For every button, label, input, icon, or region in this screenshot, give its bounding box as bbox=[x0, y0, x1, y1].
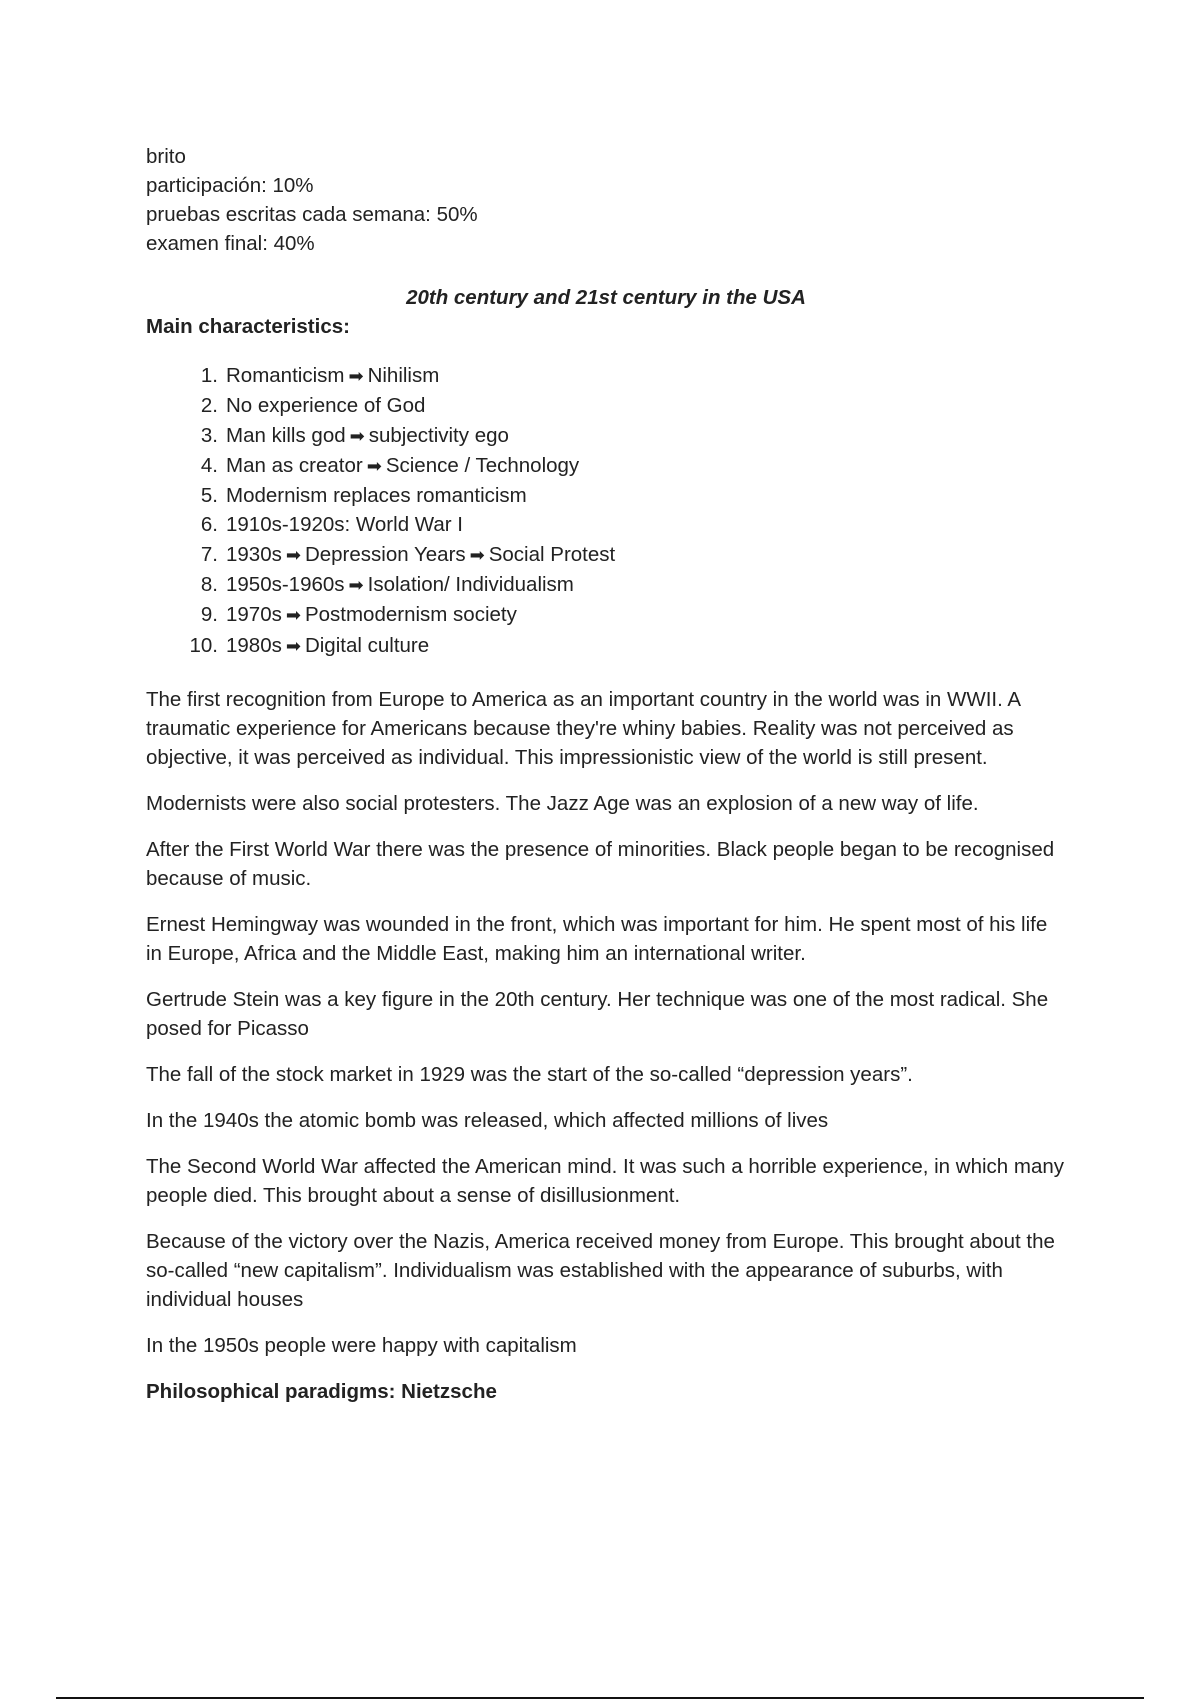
list-item-part: No experience of God bbox=[226, 394, 426, 418]
list-item-text bbox=[218, 540, 615, 570]
list-item-part: Postmodernism society bbox=[304, 603, 517, 627]
list-item-number: 4. bbox=[200, 453, 218, 477]
list-item-part: Isolation/ Individualism bbox=[367, 573, 574, 597]
header-line-author: brito bbox=[146, 145, 186, 168]
list-item-text bbox=[218, 451, 579, 481]
right-arrow-icon: ➡ bbox=[348, 575, 364, 596]
list-item-number: 1. bbox=[200, 364, 218, 387]
right-arrow-icon: ➡ bbox=[366, 455, 382, 476]
right-arrow-icon: ➡ bbox=[285, 605, 301, 626]
list-item-text bbox=[218, 421, 509, 451]
document-page bbox=[146, 142, 1066, 1406]
body-paragraph: The first recognition from Europe to America as an important country in the world was in WWII. A traumatic experience for Americans because they're whiny babies. Reality was not perceived as objective, it was perceived as individual. This impressionistic view of the world is still present. bbox=[146, 687, 1020, 769]
list-item-part: 1930s bbox=[226, 542, 282, 566]
list-item-part: 1950s-1960s bbox=[226, 573, 345, 597]
list-item-text bbox=[218, 600, 517, 630]
list-item-part: Science / Technology bbox=[385, 453, 580, 477]
list-item-part: Man as creator bbox=[226, 453, 363, 477]
body-paragraph: After the First World War there was the presence of minorities. Black people began to be recognised because of music. bbox=[146, 837, 1055, 890]
main-characteristics-heading: Main characteristics: bbox=[146, 315, 350, 338]
philosophical-paradigms-heading: Philosophical paradigms: Nietzsche bbox=[146, 1379, 497, 1403]
body-paragraph: Gertrude Stein was a key figure in the 20th century. Her technique was one of the most radical. She posed for Picasso bbox=[146, 987, 1049, 1040]
list-item-number: 7. bbox=[200, 542, 218, 566]
body-paragraph: In the 1940s the atomic bomb was released, which affected millions of lives bbox=[146, 1108, 829, 1132]
list-item-part: Digital culture bbox=[304, 633, 430, 657]
main-characteristics-list bbox=[146, 361, 1066, 661]
list-item-number: 8. bbox=[200, 573, 218, 597]
list-item bbox=[146, 600, 1066, 630]
document-title: 20th century and 21st century in the USA bbox=[406, 286, 806, 309]
list-item-part: subjectivity ego bbox=[368, 423, 509, 447]
list-item-text bbox=[218, 631, 429, 661]
list-item-text bbox=[218, 391, 425, 420]
list-item-number: 2. bbox=[200, 394, 218, 418]
list-item-number: 5. bbox=[200, 484, 218, 508]
right-arrow-icon: ➡ bbox=[469, 544, 485, 565]
list-item-part: Man kills god bbox=[226, 423, 346, 447]
list-item-number: 3. bbox=[200, 423, 218, 447]
list-item-part: Depression Years bbox=[304, 542, 466, 566]
list-item-part: 1980s bbox=[226, 633, 282, 657]
list-item bbox=[146, 540, 1066, 570]
list-item-part: Nihilism bbox=[367, 364, 440, 387]
list-item-text bbox=[218, 510, 463, 539]
body-paragraphs bbox=[146, 685, 1066, 1360]
header-block bbox=[146, 142, 1066, 258]
list-item-part: Modernism replaces romanticism bbox=[226, 484, 527, 508]
list-item-number: 10. bbox=[189, 633, 218, 657]
list-item bbox=[146, 510, 1066, 539]
right-arrow-icon: ➡ bbox=[349, 425, 365, 446]
list-item bbox=[146, 421, 1066, 451]
list-item-part: Social Protest bbox=[488, 542, 616, 566]
list-item bbox=[146, 391, 1066, 420]
footer-divider bbox=[56, 1697, 1144, 1699]
right-arrow-icon: ➡ bbox=[348, 366, 364, 386]
list-item-number: 9. bbox=[200, 603, 218, 627]
body-paragraph: The fall of the stock market in 1929 was the start of the so-called “depression years”. bbox=[146, 1062, 913, 1086]
list-item-part: 1910s-1920s: World War I bbox=[226, 513, 463, 537]
header-line-participation: participación: 10% bbox=[146, 174, 314, 197]
right-arrow-icon: ➡ bbox=[285, 635, 301, 656]
body-paragraph: The Second World War affected the American mind. It was such a horrible experience, in which many people died. This brought about a sense of disillusionment. bbox=[146, 1154, 1065, 1207]
list-item bbox=[146, 570, 1066, 600]
list-item-part: 1970s bbox=[226, 603, 282, 627]
list-item-text bbox=[218, 570, 574, 600]
body-paragraph: Because of the victory over the Nazis, America received money from Europe. This brought about the so-called “new capitalism”. Individualism was established with the appearance of suburbs, with individual houses bbox=[146, 1229, 1055, 1311]
list-item-text bbox=[218, 361, 439, 391]
list-item bbox=[146, 631, 1066, 661]
body-paragraph: Modernists were also social protesters. The Jazz Age was an explosion of a new way of life. bbox=[146, 791, 979, 815]
list-item bbox=[146, 481, 1066, 510]
list-item-number: 6. bbox=[200, 513, 218, 537]
list-item-text bbox=[218, 481, 527, 510]
list-item-part: Romanticism bbox=[226, 364, 345, 387]
body-paragraph: Ernest Hemingway was wounded in the front, which was important for him. He spent most of his life in Europe, Africa and the Middle East, making him an international writer. bbox=[146, 912, 1048, 965]
list-item bbox=[146, 361, 1066, 391]
list-item bbox=[146, 451, 1066, 481]
header-line-weekly-tests: pruebas escritas cada semana: 50% bbox=[146, 203, 478, 226]
right-arrow-icon: ➡ bbox=[285, 544, 301, 565]
header-line-final-exam: examen final: 40% bbox=[146, 232, 315, 255]
body-paragraph: In the 1950s people were happy with capitalism bbox=[146, 1333, 577, 1357]
